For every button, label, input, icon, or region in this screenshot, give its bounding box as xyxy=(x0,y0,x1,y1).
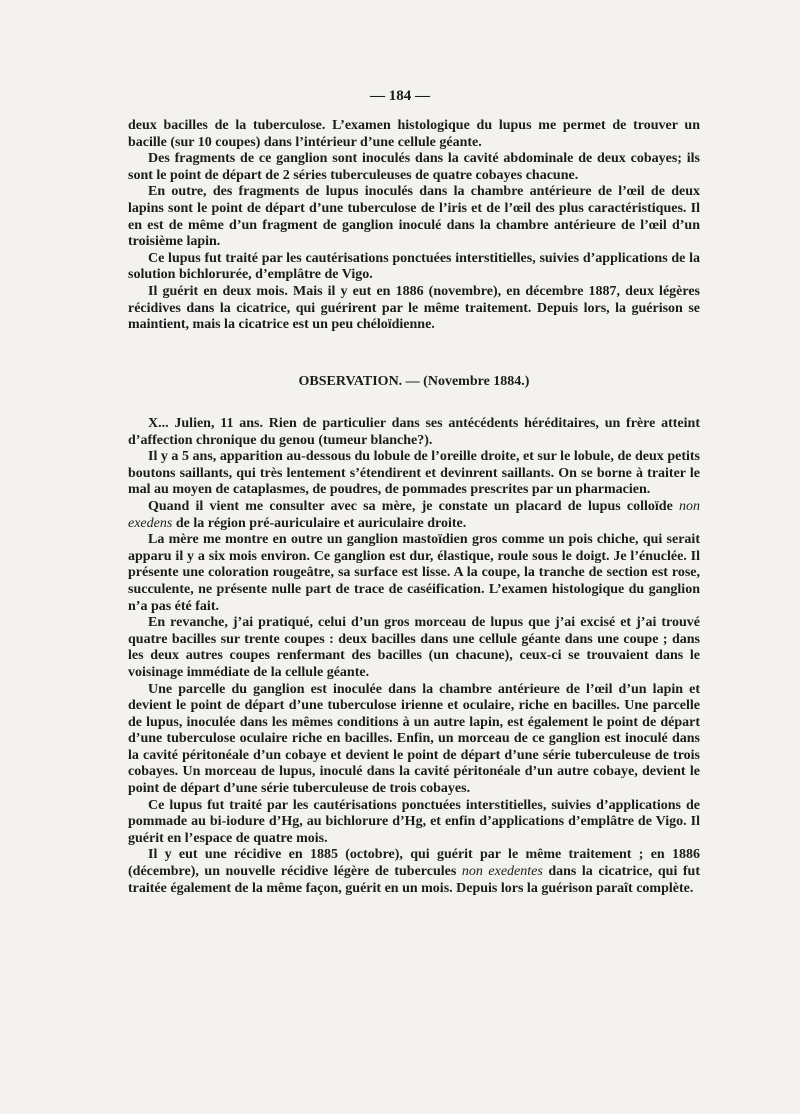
observation-text-block xyxy=(128,416,700,897)
paragraph: En revanche, j’ai pratiqué, celui d’un gros morceau de lupus que j’ai excisé et j’ai trouvé quatre bacilles sur trente coupes : deux bacilles dans une cellule géante dans une coupe ; dans les deux autres coupes renfermant des bacilles (un chacune), ceux-ci se trouvaient dans le voisinage immédiate de la cellule géante. xyxy=(128,615,700,680)
text-run: Il y eut une récidive en 1885 (octobre), qui guérit par le même traitement ; en 1886 (décembre), un nouvelle récidive légère de tubercules xyxy=(128,847,700,880)
observation-title: OBSERVATION. — (Novembre 1884.) xyxy=(298,374,530,389)
paragraph: Une parcelle du ganglion est inoculée dans la chambre antérieure de l’œil d’un lapin et devient le point de départ d’une tuberculose irienne et oculaire, riche en bacilles. Une parcelle de lupus, inoculée dans les mêmes conditions à un autre lapin, est également le point de départ d’une tuberculose oculaire riche en bacilles. Enfin, un morceau de ce ganglion est inoculé dans la cavité péritonéale d’un cobaye et devient le point de départ d’une série tuberculeuse de trois cobayes. Un morceau de lupus, inoculé dans la cavité péritonéale d’un autre cobaye, devient le point de départ d’une série tuberculeuse de trois cobayes. xyxy=(128,681,700,797)
text-run: de la région pré-auriculaire et auriculaire droite. xyxy=(172,515,467,531)
paragraph: Ce lupus fut traité par les cautérisations ponctuées interstitielles, suivies d’applications de pommade au bi-iodure d’Hg, au bichlorure d’Hg, et enfin d’applications d’emplâtre de Vigo. Il guérit en l’espace de quatre mois. xyxy=(128,797,700,846)
paragraph: X... Julien, 11 ans. Rien de particulier dans ses antécédents héréditaires, un frère atteint d’affection chronique du genou (tumeur blanche?). xyxy=(128,416,700,448)
paragraph: Ce lupus fut traité par les cautérisations ponctuées interstitielles, suivies d’applications de la solution bichlorurée, d’emplâtre de Vigo. xyxy=(128,250,700,283)
italic-term: non exedentes xyxy=(461,864,543,880)
paragraph: Il guérit en deux mois. Mais il y eut en 1886 (novembre), en décembre 1887, deux légères récidives dans la cicatrice, qui guérirent par le même traitement. Depuis lors, la guérison se maintient, mais la cicatrice est un peu chéloïdienne. xyxy=(128,283,700,333)
paragraph xyxy=(128,847,700,897)
italic-term: non exedens xyxy=(128,498,700,531)
paragraph xyxy=(128,499,700,532)
paragraph: deux bacilles de la tuberculose. L’examen histologique du lupus me permet de trouver un bacille (sur 10 coupes) dans l’intérieur d’une cellule géante. xyxy=(128,118,700,150)
text-run: dans la cicatrice, qui fut traitée également de la même façon, guérit en un mois. Depuis lors la guérison paraît complète. xyxy=(128,864,700,896)
paragraph: Il y a 5 ans, apparition au-dessous du lobule de l’oreille droite, et sur le lobule, de deux petits boutons saillants, qui très lentement s’étendirent et devinrent saillants. On se borne à traiter le mal au moyen de cataplasmes, de poudres, de pommades prescrites par un pharmacien. xyxy=(128,449,700,498)
page-number: — 184 — xyxy=(370,88,430,104)
text-run: Quand il vient me consulter avec sa mère, je constate un placard de lupus colloïde xyxy=(148,498,679,514)
paragraph: Des fragments de ce ganglion sont inoculés dans la cavité abdominale de deux cobayes; ils sont le point de départ de 2 séries tuberculeuses de quatre cobayes chacune. xyxy=(128,151,700,183)
paragraph: La mère me montre en outre un ganglion mastoïdien gros comme un pois chiche, qui serait apparu il y a six mois environ. Ce ganglion est dur, élastique, roule sous le doigt. Je l’énuclée. Il présente une coloration rougeâtre, sa surface est lisse. A la coupe, la tranche de section est rose, succulente, ne présente nulle part de trace de caséification. L’examen histologique du ganglion n’a pas été fait. xyxy=(128,532,700,614)
top-text-block xyxy=(128,118,700,334)
paragraph: En outre, des fragments de lupus inoculés dans la chambre antérieure de l’œil de deux lapins sont le point de départ d’une tuberculose de l’iris et de l’œil des plus caractéristiques. Il en est de même d’un fragment de ganglion inoculé dans la chambre antérieure de l’œil d’un troisième lapin. xyxy=(128,184,700,250)
